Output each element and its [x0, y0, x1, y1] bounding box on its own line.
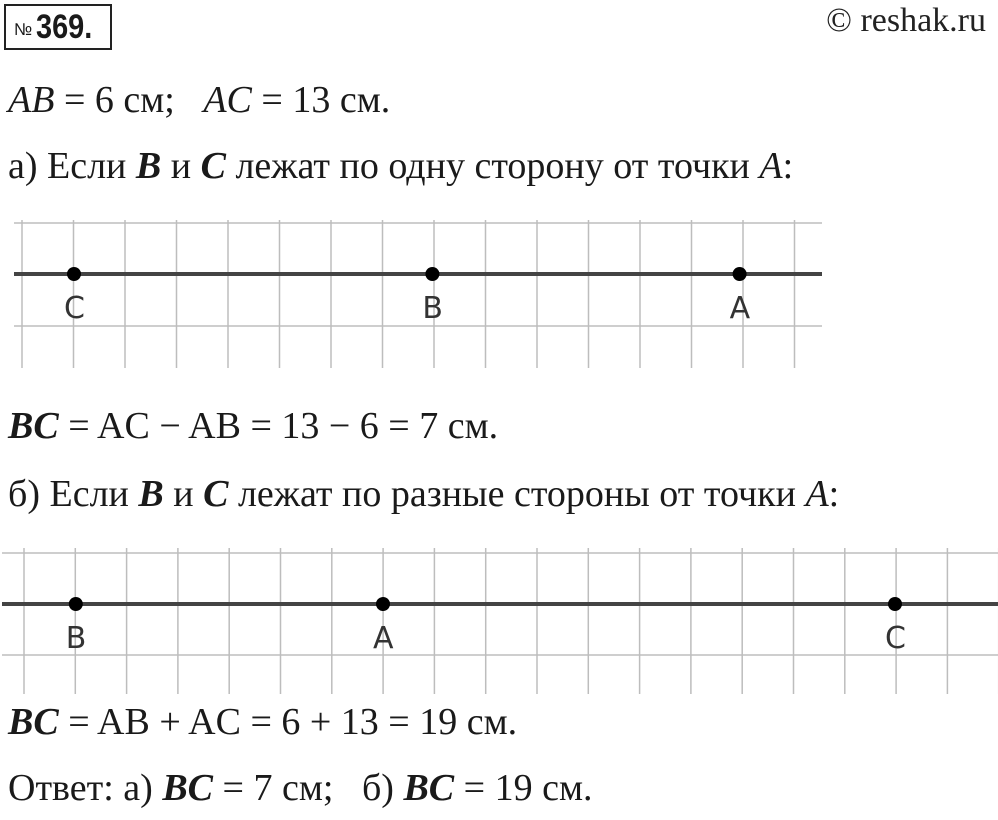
point-b: [69, 597, 83, 611]
point-label-c: C: [885, 621, 906, 656]
point-a: [733, 267, 747, 281]
answer-val-b: = 19 см.: [463, 767, 593, 809]
number-line-diagram-a: [0, 210, 998, 370]
case-b-and: и: [173, 473, 194, 515]
given-ac-label: AC: [203, 79, 252, 121]
case-a-prefix: а) Если: [8, 145, 127, 187]
given-ab-label: AB: [8, 79, 55, 121]
case-a-c: C: [200, 145, 226, 187]
case_a-grid: [14, 220, 822, 368]
point-label-c: C: [64, 291, 85, 326]
point-label-b: B: [65, 621, 87, 656]
case-b-heading: [8, 472, 839, 516]
answer-line: [8, 766, 592, 810]
case-a-formula-bc: BC: [8, 405, 59, 447]
case-b-formula-rest: = AB + AC = 6 + 13 = 19 см.: [68, 701, 518, 743]
case-b-formula-bc: BC: [8, 701, 59, 743]
point-label-a: A: [373, 621, 394, 656]
case-a-b: B: [135, 145, 162, 187]
point-c: [67, 267, 81, 281]
case-a-and: и: [170, 145, 192, 187]
answer-val-a: = 7 см;: [222, 767, 334, 809]
case-a-formula: [8, 404, 498, 448]
problem-number: 369.: [36, 7, 93, 46]
point-c: [888, 597, 902, 611]
case-b-c: C: [203, 473, 229, 515]
case-a-text: лежат по одну сторону от точки: [235, 145, 750, 187]
point-b: [425, 267, 439, 281]
answer-bc-b: BC: [403, 767, 455, 809]
case-b-b: B: [138, 473, 164, 515]
given-line: [8, 78, 390, 122]
problem-number-box: [4, 4, 112, 50]
given-ab-value: = 6 см;: [63, 79, 175, 121]
number-line-diagram-b: [0, 540, 998, 700]
point-label-b: B: [422, 291, 443, 326]
point-a: [376, 597, 390, 611]
watermark: © reshak.ru: [826, 2, 986, 39]
point-label-a: A: [729, 291, 751, 326]
case-a-colon: :: [782, 145, 794, 187]
given-ac-value: = 13 см.: [261, 79, 391, 121]
case-a-formula-rest: = AC − AB = 13 − 6 = 7 см.: [68, 405, 499, 447]
answer-mid: б): [361, 767, 394, 809]
case-a-heading: [8, 144, 793, 188]
case-b-a: A: [805, 473, 829, 515]
case-a-a: A: [759, 145, 783, 187]
answer-bc-a: BC: [162, 767, 214, 809]
case-b-prefix: б) Если: [8, 473, 129, 515]
case-b-colon: :: [828, 473, 840, 515]
case_b-grid: [2, 548, 998, 694]
case-b-formula: [8, 700, 517, 744]
number-sign: №: [14, 20, 33, 39]
case-b-text: лежат по разные стороны от точки: [237, 473, 796, 515]
answer-label: Ответ: а): [8, 767, 153, 809]
